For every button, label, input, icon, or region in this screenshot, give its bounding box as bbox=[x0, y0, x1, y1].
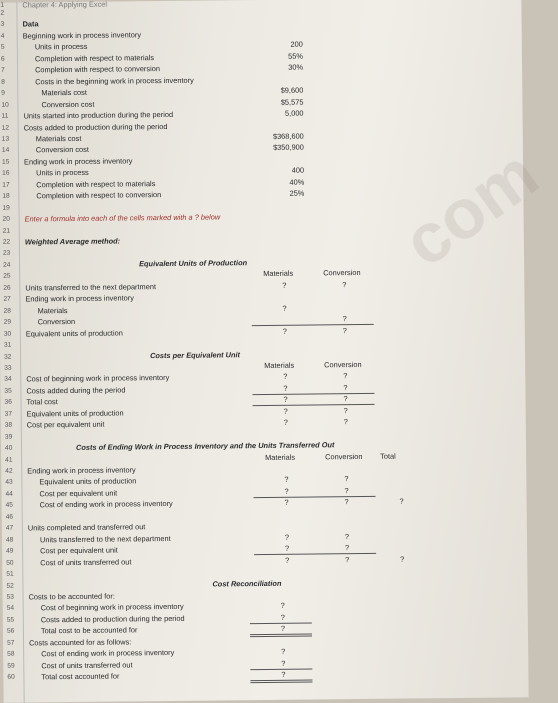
formula-cell[interactable]: ? bbox=[284, 543, 290, 553]
row-label: Equivalent Units of Production bbox=[139, 258, 248, 269]
row-label: Equivalent units of production bbox=[39, 476, 137, 487]
row-number: 32 bbox=[4, 353, 12, 361]
formula-cell[interactable]: ? bbox=[284, 532, 290, 542]
row-label: Costs per Equivalent Unit bbox=[150, 349, 241, 360]
row-label: Ending work in process inventory bbox=[25, 293, 134, 304]
row-number: 4 bbox=[0, 32, 5, 40]
row-number: 12 bbox=[1, 124, 10, 132]
formula-cell[interactable]: ? bbox=[344, 531, 350, 541]
row-number: 7 bbox=[1, 66, 5, 74]
data-value: 5,000 bbox=[284, 108, 304, 118]
row-label: Materials bbox=[37, 305, 68, 316]
row-label: Cost Reconciliation bbox=[212, 578, 282, 589]
data-value: 40% bbox=[289, 177, 305, 187]
row-label: Cost of units transferred out bbox=[40, 556, 132, 567]
row-number: 28 bbox=[3, 307, 11, 315]
row-number: 55 bbox=[6, 616, 15, 624]
row-number: 24 bbox=[3, 261, 11, 269]
formula-cell[interactable]: ? bbox=[283, 372, 288, 382]
row-number: 11 bbox=[1, 112, 9, 120]
row-number: 15 bbox=[1, 158, 10, 166]
row-number: 16 bbox=[2, 169, 10, 178]
formula-cell[interactable]: ? bbox=[343, 371, 348, 381]
row-number: 8 bbox=[1, 78, 5, 86]
chapter-title: Chapter 4: Applying Excel bbox=[22, 0, 108, 10]
column-header: Conversion bbox=[323, 268, 361, 278]
row-label: Units completed and transferred out bbox=[27, 522, 146, 533]
formula-cell[interactable]: ? bbox=[344, 485, 349, 496]
row-label: Ending work in process inventory bbox=[27, 465, 136, 476]
row-number: 51 bbox=[6, 570, 14, 578]
row-number: 18 bbox=[2, 192, 10, 200]
row-label: Total cost bbox=[26, 397, 58, 407]
row-number: 17 bbox=[2, 181, 10, 189]
formula-cell[interactable]: ? bbox=[399, 496, 404, 506]
row-label: Cost per equivalent unit bbox=[40, 545, 118, 556]
formula-cell[interactable]: ? bbox=[282, 303, 287, 313]
row-label: Materials cost bbox=[35, 133, 82, 144]
formula-cell[interactable]: ? bbox=[284, 475, 289, 485]
formula-cell[interactable]: ? bbox=[281, 669, 286, 679]
row-number: 50 bbox=[6, 559, 14, 567]
data-value: 30% bbox=[288, 62, 304, 72]
formula-cell[interactable]: ? bbox=[345, 554, 350, 564]
data-value: $9,600 bbox=[280, 85, 304, 95]
row-label: Conversion cost bbox=[41, 99, 95, 109]
row-number: 40 bbox=[4, 444, 13, 452]
row-number: 19 bbox=[2, 204, 10, 212]
formula-cell[interactable]: ? bbox=[344, 497, 349, 507]
row-number: 48 bbox=[5, 536, 14, 544]
row-number: 36 bbox=[4, 398, 12, 407]
row-number: 58 bbox=[7, 650, 15, 658]
row-label: Completion with respect to conversion bbox=[36, 190, 162, 201]
row-label: Equivalent units of production bbox=[26, 408, 124, 419]
formula-cell[interactable]: ? bbox=[284, 498, 289, 508]
row-number: 38 bbox=[4, 421, 13, 429]
row-label: Beginning work in process inventory bbox=[22, 30, 142, 41]
row-label: Weighted Average method: bbox=[24, 236, 121, 247]
formula-cell[interactable]: ? bbox=[281, 646, 286, 657]
row-number: 26 bbox=[3, 284, 11, 292]
row-number: 39 bbox=[4, 433, 13, 441]
row-label: Materials cost bbox=[41, 87, 87, 98]
row-label: Enter a formula into each of the cells marked with a ? below bbox=[24, 212, 221, 224]
row-number: 14 bbox=[1, 147, 10, 155]
row-label: Completion with respect to materials bbox=[34, 52, 155, 64]
row-label: Units in process bbox=[36, 168, 89, 178]
formula-cell[interactable]: ? bbox=[280, 624, 286, 634]
row-number: 41 bbox=[5, 456, 13, 464]
data-value: 400 bbox=[291, 165, 305, 175]
data-value: $368,600 bbox=[272, 131, 304, 141]
row-number: 37 bbox=[4, 410, 13, 418]
row-label: Cost per equivalent unit bbox=[39, 488, 118, 499]
data-value: 25% bbox=[289, 188, 305, 198]
row-number: 22 bbox=[2, 238, 11, 246]
row-number: 33 bbox=[4, 364, 12, 372]
row-label: Total cost to be accounted for bbox=[40, 625, 138, 636]
formula-cell[interactable]: ? bbox=[280, 601, 285, 611]
row-label: Ending work in process inventory bbox=[23, 156, 133, 167]
row-number: 52 bbox=[6, 582, 14, 590]
row-label: Units started into production during the period bbox=[23, 109, 174, 121]
row-label: Costs added to production during the period bbox=[23, 121, 168, 132]
row-number: 21 bbox=[2, 227, 11, 235]
watermark: com bbox=[389, 134, 552, 282]
formula-cell[interactable]: ? bbox=[283, 383, 288, 393]
data-value: $5,575 bbox=[280, 97, 304, 107]
row-label: Costs added during the period bbox=[26, 385, 126, 396]
row-number: 34 bbox=[4, 376, 12, 384]
row-number: 47 bbox=[5, 524, 14, 532]
row-number: 57 bbox=[7, 639, 15, 647]
row-number: 54 bbox=[6, 605, 15, 613]
row-label: Cost of beginning work in process inventory bbox=[40, 602, 184, 613]
row-label: Costs of Ending Work in Process Inventory and the Units Transferred Out bbox=[75, 440, 335, 453]
row-number: 25 bbox=[3, 272, 11, 281]
row-label: Equivalent units of production bbox=[25, 328, 123, 339]
column-header: Materials bbox=[264, 360, 295, 370]
row-number: 30 bbox=[3, 330, 12, 338]
column-header: Conversion bbox=[325, 451, 363, 461]
row-label: Costs in the beginning work in process inventory bbox=[35, 75, 194, 87]
formula-cell[interactable]: ? bbox=[281, 658, 286, 668]
data-value: $350,900 bbox=[273, 142, 304, 153]
column-header: Materials bbox=[265, 452, 296, 462]
formula-cell[interactable]: ? bbox=[282, 280, 287, 290]
formula-cell[interactable]: ? bbox=[285, 555, 290, 565]
row-label: Costs accounted for as follows: bbox=[29, 637, 132, 648]
row-number: 2 bbox=[0, 9, 5, 17]
column-header: Conversion bbox=[324, 359, 362, 370]
row-label: Units in process bbox=[34, 42, 88, 52]
formula-cell[interactable]: ? bbox=[343, 405, 348, 415]
formula-cell[interactable]: ? bbox=[280, 612, 285, 622]
row-label: Completion with respect to materials bbox=[36, 178, 156, 190]
row-number: 42 bbox=[5, 467, 13, 475]
row-number: 9 bbox=[1, 89, 6, 97]
formula-cell[interactable]: ? bbox=[342, 325, 347, 335]
row-number: 5 bbox=[0, 44, 5, 52]
data-value: 55% bbox=[288, 51, 303, 61]
row-number: 53 bbox=[6, 593, 14, 601]
row-number: 35 bbox=[4, 387, 12, 395]
row-label: Completion with respect to conversion bbox=[35, 64, 160, 75]
column-header: Total bbox=[380, 451, 396, 461]
row-number: 46 bbox=[5, 513, 14, 521]
formula-cell[interactable]: ? bbox=[343, 417, 348, 427]
row-number: 56 bbox=[6, 627, 15, 635]
row-label: Cost of beginning work in process inventory bbox=[26, 373, 170, 384]
row-number: 10 bbox=[1, 101, 9, 109]
formula-cell[interactable]: ? bbox=[282, 326, 287, 336]
cell-underline bbox=[250, 682, 312, 684]
formula-cell[interactable]: ? bbox=[342, 314, 347, 324]
row-label: Cost of ending work in process inventory bbox=[39, 499, 173, 510]
row-label: Units transferred to the next department bbox=[25, 281, 157, 293]
row-label: Costs to be accounted for: bbox=[28, 591, 115, 602]
row-number: 45 bbox=[5, 501, 13, 510]
row-label: Conversion cost bbox=[35, 145, 89, 155]
row-label: Costs added to production during the period bbox=[40, 613, 185, 625]
row-number: 27 bbox=[3, 295, 11, 303]
row-number: 49 bbox=[6, 547, 14, 555]
row-label: Cost of units transferred out bbox=[41, 660, 133, 670]
formula-cell[interactable]: ? bbox=[400, 554, 405, 564]
row-label: Data bbox=[22, 19, 39, 29]
data-value: 200 bbox=[290, 39, 303, 50]
formula-cell[interactable]: ? bbox=[343, 394, 348, 404]
formula-cell[interactable]: ? bbox=[283, 406, 288, 416]
row-number: 20 bbox=[2, 215, 10, 223]
formula-cell[interactable]: ? bbox=[283, 395, 288, 405]
row-number: 43 bbox=[5, 479, 13, 487]
formula-cell[interactable]: ? bbox=[344, 543, 350, 553]
row-label: Total cost accounted for bbox=[41, 671, 120, 682]
row-label: Cost of ending work in process inventory bbox=[41, 648, 175, 659]
formula-cell[interactable]: ? bbox=[344, 474, 349, 484]
row-label: Cost per equivalent unit bbox=[26, 419, 105, 430]
formula-cell[interactable]: ? bbox=[343, 382, 348, 392]
row-number: 44 bbox=[5, 490, 13, 498]
row-number: 13 bbox=[1, 135, 10, 143]
row-number: 60 bbox=[7, 673, 15, 681]
row-number: 31 bbox=[3, 341, 12, 349]
row-label: Units transferred to the next department bbox=[39, 533, 171, 545]
row-number: 23 bbox=[2, 250, 11, 258]
row-number: 29 bbox=[3, 318, 12, 326]
formula-cell[interactable]: ? bbox=[284, 486, 289, 496]
row-number: 3 bbox=[0, 21, 5, 29]
row-number: 59 bbox=[7, 662, 15, 670]
formula-cell[interactable]: ? bbox=[283, 417, 288, 427]
column-header: Materials bbox=[263, 269, 294, 279]
row-number: 1 bbox=[0, 1, 5, 9]
row-label: Conversion bbox=[37, 317, 76, 327]
row-number: 6 bbox=[0, 55, 5, 63]
formula-cell[interactable]: ? bbox=[342, 279, 347, 289]
